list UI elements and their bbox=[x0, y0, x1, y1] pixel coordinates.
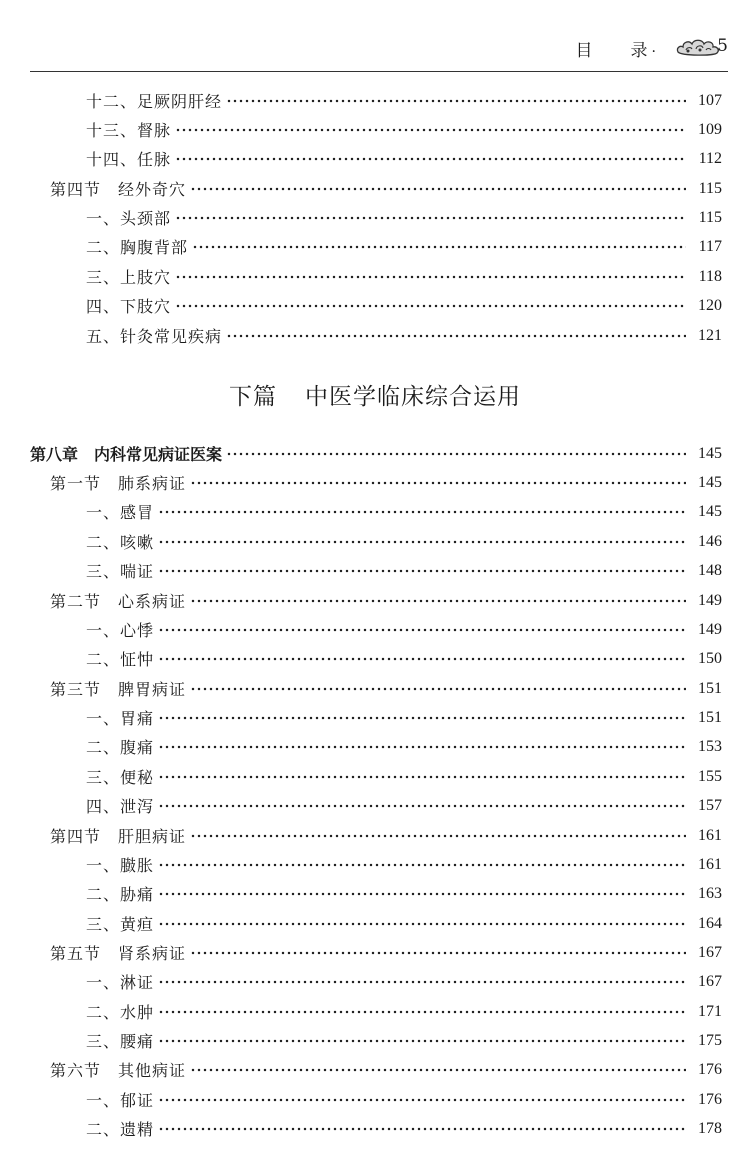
dot-leader bbox=[158, 922, 686, 926]
toc-entry[interactable] bbox=[0, 527, 750, 556]
dot-leader bbox=[158, 892, 686, 896]
toc-entry-page: 161 bbox=[698, 855, 722, 873]
toc-entry-label: 一、感冒 bbox=[86, 503, 155, 522]
dot-leader bbox=[192, 245, 686, 249]
dot-leader bbox=[175, 275, 686, 279]
toc-entry-page: 120 bbox=[698, 296, 722, 314]
part-title: 中医学临床综合运用 bbox=[305, 384, 521, 410]
toc-entry[interactable] bbox=[0, 262, 750, 291]
toc-section[interactable] bbox=[0, 468, 750, 497]
toc-entry-page: 112 bbox=[698, 149, 722, 167]
running-title-dot: · bbox=[651, 44, 658, 60]
toc-section-page: 115 bbox=[698, 179, 722, 197]
toc-entry[interactable] bbox=[0, 86, 750, 115]
dot-leader bbox=[190, 687, 686, 691]
toc-entry[interactable] bbox=[0, 203, 750, 232]
toc-entry-label: 三、腰痛 bbox=[86, 1032, 155, 1051]
toc-entry-label: 一、淋证 bbox=[86, 973, 155, 992]
toc-section-page: 151 bbox=[698, 679, 722, 697]
toc-section[interactable] bbox=[0, 174, 750, 203]
toc-section-page: 149 bbox=[698, 591, 722, 609]
toc-entry[interactable] bbox=[0, 1114, 750, 1143]
dot-leader bbox=[158, 510, 686, 514]
toc-chapter-page: 145 bbox=[698, 444, 722, 462]
toc-entry-page: 118 bbox=[698, 267, 722, 285]
dot-leader bbox=[158, 569, 686, 573]
dot-leader bbox=[158, 1010, 686, 1014]
dot-leader bbox=[226, 452, 686, 456]
toc-section-label: 第四节 肝胆病证 bbox=[50, 827, 187, 846]
dot-leader bbox=[175, 157, 686, 161]
toc-entry[interactable] bbox=[0, 909, 750, 938]
dot-leader bbox=[158, 716, 686, 720]
toc-entry[interactable] bbox=[0, 1085, 750, 1114]
toc-entry[interactable] bbox=[0, 997, 750, 1026]
toc-entry[interactable] bbox=[0, 967, 750, 996]
part-heading bbox=[0, 378, 750, 411]
toc-entry-page: 153 bbox=[698, 737, 722, 755]
toc-section-label: 第三节 脾胃病证 bbox=[50, 680, 187, 699]
toc-entry-page: 145 bbox=[698, 502, 722, 520]
toc-entry[interactable] bbox=[0, 791, 750, 820]
toc-section[interactable] bbox=[0, 1055, 750, 1084]
dot-leader bbox=[190, 481, 686, 485]
header-rule bbox=[30, 71, 728, 72]
toc-entry[interactable] bbox=[0, 115, 750, 144]
dot-leader bbox=[190, 187, 686, 191]
dot-leader bbox=[190, 1068, 686, 1072]
toc-chapter-label: 第八章 内科常见病证医案 bbox=[30, 445, 223, 464]
toc-entry-page: 178 bbox=[698, 1119, 722, 1137]
dot-leader bbox=[158, 863, 686, 867]
toc-entry[interactable] bbox=[0, 497, 750, 526]
toc-entry-label: 十四、任脉 bbox=[86, 150, 172, 169]
toc-section-page: 167 bbox=[698, 943, 722, 961]
dot-leader bbox=[158, 775, 686, 779]
toc-entry[interactable] bbox=[0, 1026, 750, 1055]
toc-entry-label: 十三、督脉 bbox=[86, 121, 172, 140]
toc-section-label: 第一节 肺系病证 bbox=[50, 474, 187, 493]
toc-entry-label: 一、郁证 bbox=[86, 1091, 155, 1110]
toc-entry-page: 109 bbox=[698, 120, 722, 138]
dot-leader bbox=[158, 1098, 686, 1102]
toc-section[interactable] bbox=[0, 586, 750, 615]
toc-entry[interactable] bbox=[0, 556, 750, 585]
toc-entry[interactable] bbox=[0, 850, 750, 879]
toc-entry-label: 二、怔忡 bbox=[86, 650, 155, 669]
toc-entry-label: 四、下肢穴 bbox=[86, 297, 172, 316]
toc-entry-label: 三、便秘 bbox=[86, 768, 155, 787]
toc-entry-page: 146 bbox=[698, 532, 722, 550]
dot-leader bbox=[158, 540, 686, 544]
page-number: 5 bbox=[717, 36, 728, 56]
toc-entry[interactable] bbox=[0, 762, 750, 791]
toc-entry[interactable] bbox=[0, 644, 750, 673]
toc-entry-label: 二、遗精 bbox=[86, 1120, 155, 1139]
toc-chapter[interactable] bbox=[0, 439, 750, 468]
toc-entry-page: 148 bbox=[698, 561, 722, 579]
dot-leader bbox=[158, 804, 686, 808]
toc-entry-label: 一、头颈部 bbox=[86, 209, 172, 228]
toc-entry[interactable] bbox=[0, 703, 750, 732]
toc-entry[interactable] bbox=[0, 321, 750, 350]
toc-entry-page: 157 bbox=[698, 796, 722, 814]
running-title bbox=[576, 36, 658, 61]
dot-leader bbox=[158, 628, 686, 632]
toc-entry-page: 175 bbox=[698, 1031, 722, 1049]
toc-entry-page: 163 bbox=[698, 884, 722, 902]
dot-leader bbox=[226, 334, 686, 338]
toc-section-label: 第六节 其他病证 bbox=[50, 1061, 187, 1080]
toc-entry-label: 二、腹痛 bbox=[86, 738, 155, 757]
toc-entry-page: 151 bbox=[698, 708, 722, 726]
toc-entry-label: 五、针灸常见疾病 bbox=[86, 327, 223, 346]
toc-entry-label: 三、黄疸 bbox=[86, 915, 155, 934]
toc-section-page: 145 bbox=[698, 473, 722, 491]
dot-leader bbox=[158, 980, 686, 984]
toc-entry[interactable] bbox=[0, 879, 750, 908]
toc-section[interactable] bbox=[0, 938, 750, 967]
running-title-part-1: 目 bbox=[575, 41, 595, 61]
toc-entry-page: 150 bbox=[698, 649, 722, 667]
toc-entry[interactable] bbox=[0, 144, 750, 173]
toc-entry-page: 117 bbox=[698, 237, 722, 255]
toc-section-page: 161 bbox=[698, 826, 722, 844]
toc-entry-label: 一、臌胀 bbox=[86, 856, 155, 875]
toc-entry-label: 四、泄泻 bbox=[86, 797, 155, 816]
toc-entry-page: 107 bbox=[698, 91, 722, 109]
page-header bbox=[0, 0, 750, 70]
toc-entry[interactable] bbox=[0, 291, 750, 320]
dot-leader bbox=[158, 745, 686, 749]
dot-leader bbox=[190, 951, 686, 955]
toc-entry-label: 二、咳嗽 bbox=[86, 533, 155, 552]
toc-entry-label: 二、胸腹背部 bbox=[86, 238, 189, 257]
dot-leader bbox=[175, 304, 686, 308]
dot-leader bbox=[158, 1039, 686, 1043]
toc-section-label: 第四节 经外奇穴 bbox=[50, 180, 187, 199]
toc-section-label: 第二节 心系病证 bbox=[50, 592, 187, 611]
cloud-ornament-icon bbox=[674, 36, 722, 58]
dot-leader bbox=[158, 1127, 686, 1131]
toc-entry[interactable] bbox=[0, 232, 750, 261]
toc-entry-label: 二、胁痛 bbox=[86, 885, 155, 904]
toc-entry[interactable] bbox=[0, 732, 750, 761]
toc-entry[interactable] bbox=[0, 615, 750, 644]
dot-leader bbox=[175, 128, 686, 132]
toc-section[interactable] bbox=[0, 674, 750, 703]
dot-leader bbox=[190, 599, 686, 603]
toc-entry-page: 164 bbox=[698, 914, 722, 932]
toc-entry-page: 171 bbox=[698, 1002, 722, 1020]
toc-entry-label: 二、水肿 bbox=[86, 1003, 155, 1022]
toc-entry-page: 155 bbox=[698, 767, 722, 785]
toc-entry-page: 149 bbox=[698, 620, 722, 638]
toc-section-page: 176 bbox=[698, 1060, 722, 1078]
dot-leader bbox=[226, 99, 686, 103]
dot-leader bbox=[158, 657, 686, 661]
toc-entry-label: 一、心悸 bbox=[86, 621, 155, 640]
toc-section[interactable] bbox=[0, 821, 750, 850]
toc-entry-label: 一、胃痛 bbox=[86, 709, 155, 728]
part-name: 下篇 bbox=[229, 384, 277, 410]
toc-entry-label: 十二、足厥阴肝经 bbox=[86, 92, 223, 111]
toc-entry-page: 167 bbox=[698, 972, 722, 990]
toc-entry-label: 三、上肢穴 bbox=[86, 268, 172, 287]
toc-entry-page: 121 bbox=[698, 326, 722, 344]
running-title-part-2: 录 bbox=[630, 41, 650, 61]
toc-entry-page: 115 bbox=[698, 208, 722, 226]
dot-leader bbox=[175, 216, 686, 220]
dot-leader bbox=[190, 834, 686, 838]
toc-section-label: 第五节 肾系病证 bbox=[50, 944, 187, 963]
toc-entry-label: 三、喘证 bbox=[86, 562, 155, 581]
toc-entry-page: 176 bbox=[698, 1090, 722, 1108]
